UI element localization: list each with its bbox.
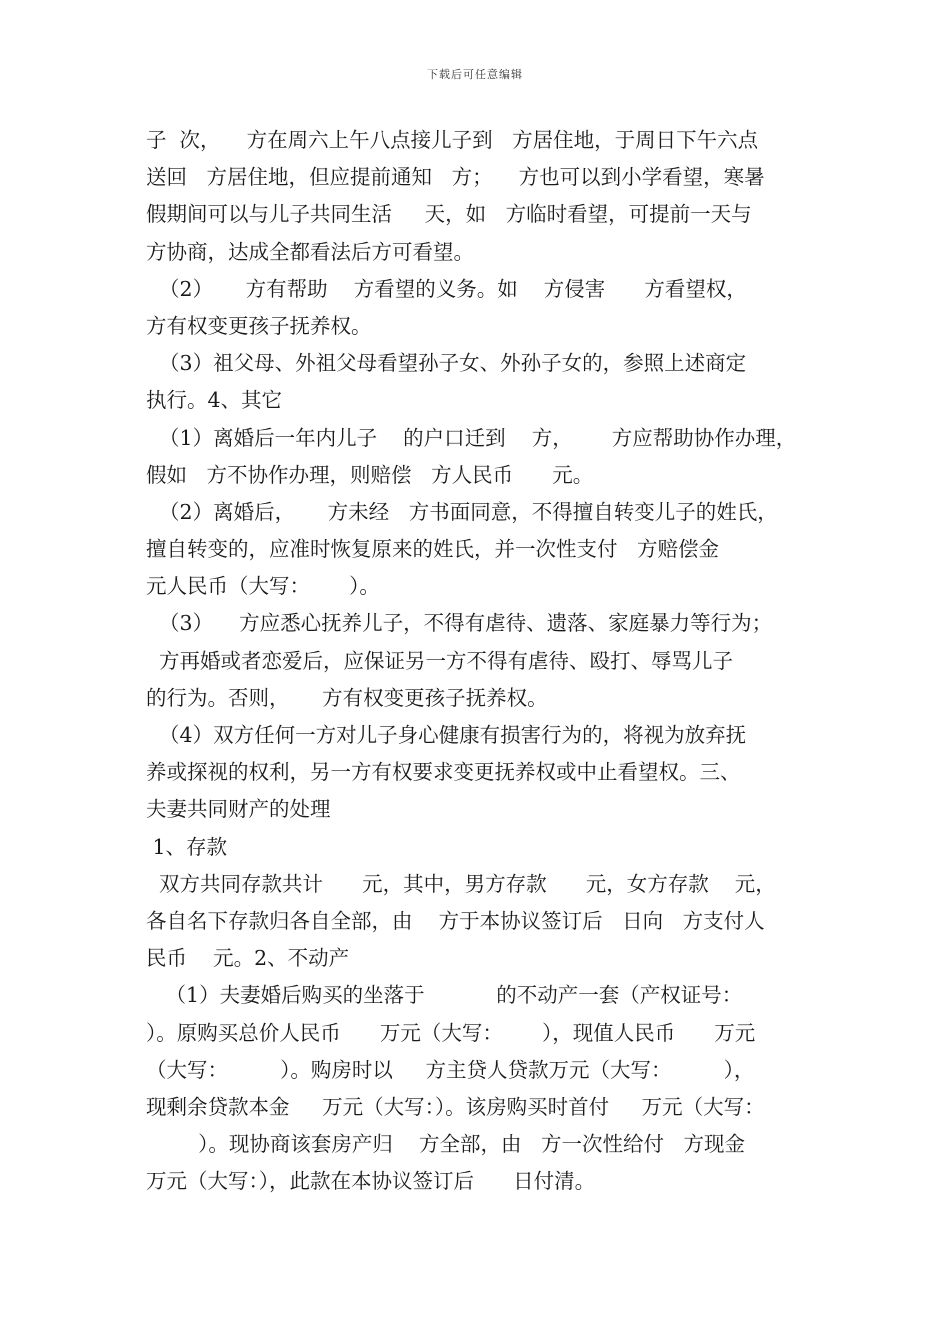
- text-line: （3） 方应悉心抚养儿子，不得有虐待、遗落、家庭暴力等行为；: [146, 611, 773, 636]
- text-line: （2） 方有帮助 方看望的义务。如 方侵害 方看望权，: [146, 276, 747, 301]
- text-line: 方协商，达成全都看法后方可看望。: [146, 239, 474, 264]
- text-line: 万元（大写：），此款在本协议签订后 日付清。: [146, 1169, 596, 1194]
- text-line: 假如 方不协作办理，则赔偿 方人民币 元。: [146, 462, 594, 487]
- text-line: （2）离婚后， 方未经 方书面同意，不得擅自转变儿子的姓氏，: [146, 499, 778, 524]
- text-line: 的行为。否则， 方有权变更孩子抚养权。: [146, 685, 548, 710]
- document-body: [146, 122, 816, 1200]
- text-line: 民币 元。2、不动产: [146, 946, 350, 971]
- text-line: 双方共同存款共计 元，其中，男方存款 元，女方存款 元，: [146, 871, 776, 896]
- text-line: （大写： ）。购房时以 方主贷人贷款万元（大写： ），: [146, 1057, 755, 1082]
- text-line: 子 次， 方在周六上午八点接儿子到 方居住地，于周日下午六点: [146, 128, 759, 152]
- text-line: 各自名下存款归各自全部，由 方于本协议签订后 日向 方支付人: [146, 908, 765, 933]
- text-line: 擅自转变的，应准时恢复原来的姓氏，并一次性支付 方赔偿金: [146, 537, 720, 562]
- text-line: 现剩余贷款本金 万元（大写：）。该房购买时首付 万元（大写：: [146, 1094, 765, 1119]
- text-line: 1、存款: [146, 834, 228, 859]
- text-line: 夫妻共同财产的处理: [146, 797, 331, 822]
- text-line: （1）离婚后一年内儿子 的户口迁到 方， 方应帮助协作办理，: [146, 425, 797, 450]
- text-line: 方有权变更孩子抚养权。: [146, 313, 372, 338]
- text-line: 养或探视的权利，另一方有权要求变更抚养权或中止看望权。三、: [146, 760, 741, 785]
- text-line: ）。现协商该套房产归 方全部，由 方一次性给付 方现金: [146, 1132, 746, 1157]
- text-line: 假期间可以与儿子共同生活 天，如 方临时看望，可提前一天与: [146, 202, 752, 227]
- text-line: 执行。4、其它: [146, 388, 283, 413]
- text-line: （4）双方任何一方对儿子身心健康有损害行为的，将视为放弃抚: [146, 723, 747, 747]
- text-line: 方再婚或者恋爱后，应保证另一方不得有虐待、殴打、辱骂儿子: [146, 648, 734, 673]
- page-header: 下载后可任意编辑: [427, 68, 523, 81]
- text-line: ）。原购买总价人民币 万元（大写： ），现值人民币 万元: [146, 1020, 756, 1045]
- text-line: 送回 方居住地，但应提前通知 方； 方也可以到小学看望，寒暑: [146, 165, 765, 190]
- text-line: （3）祖父母、外祖父母看望孙子女、外孙子女的，参照上述商定: [146, 351, 747, 376]
- text-line: 元人民币（大写： ）。: [146, 574, 380, 599]
- text-line: （1）夫妻婚后购买的坐落于 的不动产一套（产权证号：: [146, 983, 743, 1008]
